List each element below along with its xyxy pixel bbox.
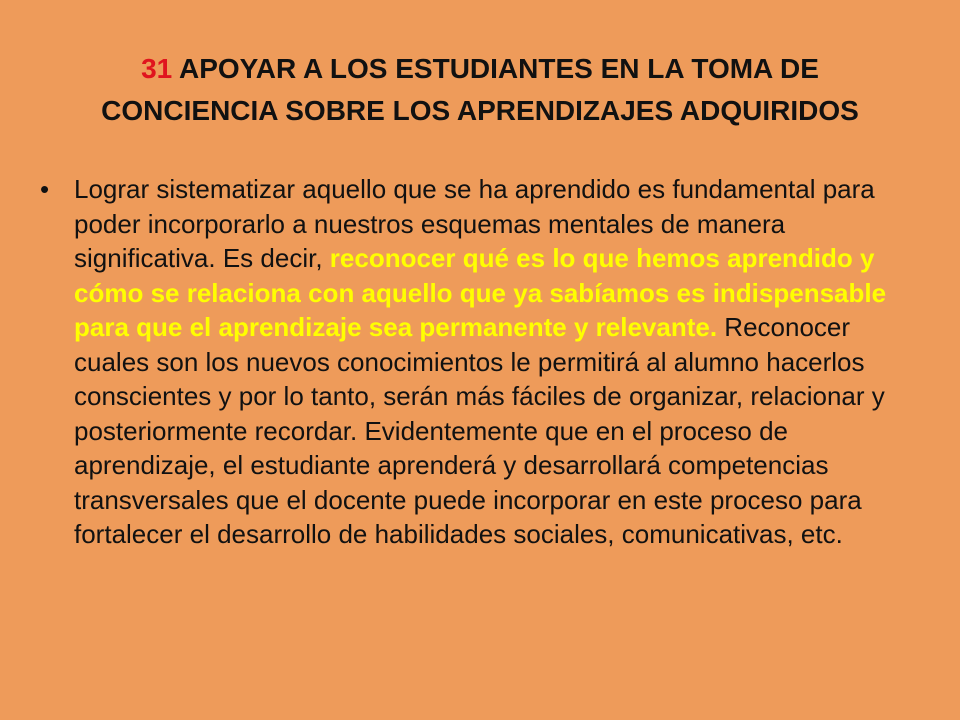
slide-title xyxy=(60,48,900,132)
slide-body xyxy=(40,172,920,552)
bullet-icon: • xyxy=(40,174,50,204)
paragraph-text-rest: Reconocer cuales son los nuevos conocimientos le permitirá al alumno hacerlos conscientes y por lo tanto, serán más fáciles de organizar, relacionar y posteriormente recordar. Evidentemente que en el proceso de aprendizaje, el estudiante aprenderá y desarrollará competencias transversales que el docente puede incorporar en este proceso para fortalecer el desarrollo de habilidades sociales, comunicativas, etc. xyxy=(74,312,885,549)
highlighted-text: reconocer qué es lo que hemos aprendido y cómo se relaciona con aquello que ya sabíamos es indispensable para que el aprendizaje sea permanente y relevante. xyxy=(74,243,887,342)
bullet-paragraph xyxy=(40,172,920,552)
paragraph-text-intro: Lograr sistematizar aquello que se ha aprendido es fundamental para poder incorporarlo a nuestros esquemas mentales de manera significativa. Es decir, xyxy=(74,174,875,273)
slide-number: 31 xyxy=(141,53,173,84)
slide-title-text: APOYAR A LOS ESTUDIANTES EN LA TOMA DE CONCIENCIA SOBRE LOS APRENDIZAJES ADQUIRIDOS xyxy=(101,53,859,126)
